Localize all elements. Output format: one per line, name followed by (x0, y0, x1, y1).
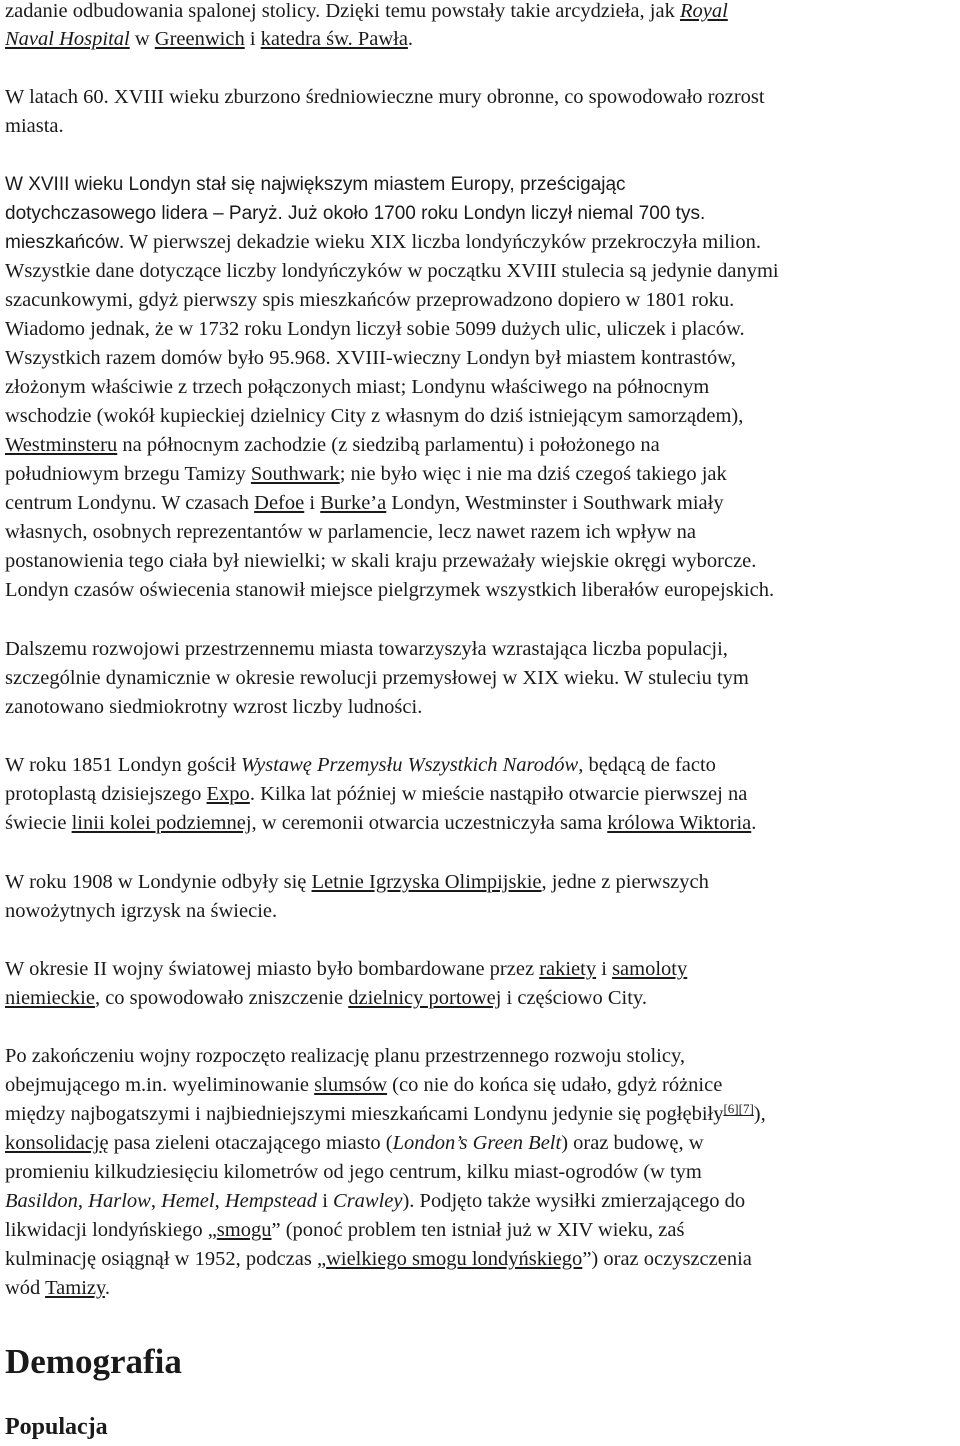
text-segment: zadanie odbudowania spalonej stolicy. Dzięki temu powstały takie arcydzieła, jak (5, 0, 680, 22)
text-segment: protoplastą dzisiejszego (5, 783, 207, 805)
text-segment: W okresie II wojny światowej miasto było bombardowane przez (5, 958, 540, 980)
text-segment: i częściowo City. (501, 987, 647, 1009)
text-segment: i (304, 492, 321, 514)
link[interactable]: smogu (216, 1219, 272, 1241)
text-segment: szczególnie dynamicznie w okresie rewolucji przemysłowej w XIX wieku. W stuleciu tym (5, 667, 749, 689)
section-heading: Demografia (5, 1342, 182, 1381)
text-segment: . Kilka lat później w mieście nastąpiło otwarcie pierwszej na (249, 783, 748, 805)
text-line (5, 315, 745, 344)
text-segment: Harlow (88, 1190, 151, 1212)
text-segment: złożonym właściwie z trzech połączonych miast; Londynu właściwego na północnym (5, 376, 710, 398)
link[interactable]: Defoe (254, 492, 305, 514)
text-line (5, 344, 736, 373)
link[interactable]: samoloty (612, 958, 688, 980)
text-segment: , jedne z pierwszych (541, 871, 709, 893)
text-segment: . (751, 812, 757, 834)
text-segment: postanowienia tego ciała był niewielki; w skali kraju przeważały wiejskie okręgi wyborcze. (5, 550, 757, 572)
text-line (5, 228, 761, 257)
text-segment: W roku 1851 Londyn gościł (5, 754, 241, 776)
text-line (5, 955, 687, 984)
text-line (5, 112, 64, 141)
text-segment: zanotowano siedmiokrotny wzrost liczby ludności. (5, 696, 423, 718)
link[interactable]: Royal (679, 0, 728, 22)
footnote-ref[interactable] (723, 1101, 753, 1116)
text-line (5, 1245, 752, 1274)
link[interactable]: dzielnicy portowej (348, 987, 502, 1009)
text-segment: ”) oraz oczyszczenia (582, 1248, 752, 1270)
text-segment: , (150, 1190, 162, 1212)
link[interactable]: wielkiego smogu londyńskiego (326, 1248, 583, 1270)
text-line (5, 402, 743, 431)
link[interactable]: niemieckie (5, 987, 95, 1009)
text-segment: Londyn, Westminster i Southwark miały (386, 492, 724, 514)
text-segment: Hempstead (224, 1190, 318, 1212)
text-line (5, 1187, 745, 1216)
text-segment: pasa zieleni otaczającego miasto ( (108, 1132, 393, 1154)
text-line (5, 1274, 110, 1303)
text-line (5, 1129, 704, 1158)
link[interactable]: Greenwich (154, 28, 245, 50)
text-segment: . (407, 28, 414, 50)
text-line (5, 518, 696, 547)
text-line (5, 809, 756, 838)
text-segment: Wszystkie dane dotyczące liczby londyńczyków w początku XVIII stulecia są jedynie danymi (5, 260, 779, 282)
link[interactable]: Southwark (250, 463, 340, 485)
link[interactable]: linii kolei podziemnej (71, 812, 252, 834)
subsection-heading: Populacja (5, 1414, 108, 1440)
text-segment: , co spowodowało zniszczenie (94, 987, 349, 1009)
text-line (5, 897, 277, 926)
text-segment: ). Podjęto także wysiłki zmierzającego do (402, 1190, 746, 1212)
text-segment: , (214, 1190, 225, 1212)
text-segment: . W pierwszej dekadzie wieku XIX liczba londyńczyków przekroczyła milion. (119, 231, 761, 253)
link[interactable]: królowa Wiktoria (607, 812, 752, 834)
text-line (5, 751, 716, 780)
text-line (5, 576, 774, 605)
text-line (5, 780, 747, 809)
link[interactable]: slumsów (314, 1074, 388, 1096)
text-segment: likwidacji londyńskiego „ (5, 1219, 217, 1241)
text-line (5, 489, 724, 518)
text-line (5, 635, 728, 664)
text-line (5, 693, 422, 722)
text-segment: i (244, 28, 261, 50)
text-line (5, 170, 626, 199)
text-line (5, 1158, 702, 1187)
text-segment: . Już około 1700 roku Londyn liczył niemal 700 tys. (277, 203, 706, 224)
text-segment: Hemel (161, 1190, 215, 1212)
text-line (5, 0, 728, 26)
text-line (5, 373, 709, 402)
link[interactable]: rakiety (539, 958, 597, 980)
link[interactable]: Tamizy (45, 1277, 105, 1299)
text-segment: i (317, 1190, 334, 1212)
link[interactable]: Letnie Igrzyska Olimpijskie (311, 871, 542, 893)
text-segment: południowym brzegu Tamizy (5, 463, 251, 485)
text-segment: nowożytnych igrzysk na świecie. (5, 900, 278, 922)
text-segment: świecie (5, 812, 72, 834)
text-segment: między najbogatszymi i najbiedniejszymi mieszkańcami Londynu jedynie się pogłębiły (5, 1103, 724, 1125)
text-segment: ; nie było więc i nie ma dziś czegoś takiego jak (339, 463, 727, 485)
text-segment: ), (753, 1103, 766, 1125)
text-segment: na północnym zachodzie (z siedzibą parlamentu) i położonego na (117, 434, 660, 456)
text-segment: London’s Green Belt (392, 1132, 562, 1154)
text-line (5, 1042, 685, 1071)
text-segment: , w ceremonii otwarcia uczestniczyła sama (251, 812, 608, 834)
text-segment: W XVIII wieku Londyn stał się największym miastem Europy, prześcigając (5, 174, 626, 195)
text-segment: W roku 1908 w Londynie odbyły się (5, 871, 312, 893)
text-segment: i (596, 958, 613, 980)
text-line (5, 1216, 684, 1245)
text-segment: wschodzie (wokół kupieckiej dzielnicy City z własnym do dziś istniejącym samorządem), (5, 405, 744, 427)
link[interactable]: Burke’a (320, 492, 387, 514)
text-line (5, 83, 765, 112)
text-segment: W latach 60. XVIII wieku zburzono średniowieczne mury obronne, co spowodowało rozrost (5, 86, 765, 108)
text-line (5, 257, 779, 286)
text-line (5, 984, 647, 1013)
text-segment: własnych, osobnych reprezentantów w parlamencie, lecz nawet razem ich wpływ na (5, 521, 697, 543)
text-line (5, 1071, 722, 1100)
text-segment: kulminację osiągnął w 1952, podczas „ (5, 1248, 327, 1270)
text-segment: Po zakończeniu wojny rozpoczęto realizację planu przestrzennego rozwoju stolicy, (5, 1045, 686, 1067)
text-line (5, 664, 749, 693)
text-segment: Wszystkich razem domów było 95.968. XVIII-wieczny Londyn był miastem kontrastów, (5, 347, 736, 369)
link[interactable]: Naval Hospital (5, 28, 130, 50)
link[interactable]: Westminsteru (5, 434, 118, 456)
text-segment: Londyn czasów oświecenia stanowił miejsce pielgrzymek wszystkich liberałów europejskich. (5, 579, 775, 601)
link[interactable]: konsolidację (5, 1132, 109, 1154)
text-segment: Dalszemu rozwojowi przestrzennemu miasta towarzyszyła wzrastająca liczba populacji, (5, 638, 728, 660)
text-segment: ” (ponoć problem ten istniał już w XIV wieku, zaś (271, 1219, 685, 1241)
text-segment: szacunkowymi, gdyż pierwszy spis mieszkańców przeprowadzono dopiero w 1801 roku. (5, 289, 735, 311)
text-line (5, 286, 734, 315)
link[interactable]: katedra św. Pawła (260, 28, 408, 50)
link[interactable]: Expo (206, 783, 250, 805)
text-segment: promieniu kilkudziesięciu kilometrów od jego centrum, kilku miast-ogrodów (w tym (5, 1161, 702, 1183)
text-line (5, 25, 413, 54)
text-segment: w (129, 28, 155, 50)
text-line (5, 547, 756, 576)
text-segment: dotychczasowego lidera – Paryż (5, 203, 278, 224)
text-segment: Basildon (5, 1190, 78, 1212)
text-line (5, 199, 705, 228)
text-segment: obejmującego m.in. wyeliminowanie (5, 1074, 315, 1096)
text-segment: Wiadomo jednak, że w 1732 roku Londyn liczył sobie 5099 dużych ulic, uliczek i placów. (5, 318, 745, 340)
text-segment: , (77, 1190, 89, 1212)
text-segment: ) oraz budowę, w (561, 1132, 704, 1154)
text-line (5, 868, 709, 897)
text-segment: (co nie do końca się udało, gdyż różnice (387, 1074, 723, 1096)
text-segment: miasta. (5, 115, 64, 137)
text-line (5, 431, 660, 460)
text-segment: , będącą de facto (578, 754, 716, 776)
text-segment: wód (5, 1277, 46, 1299)
text-line (5, 460, 727, 489)
text-segment: Crawley (333, 1190, 403, 1212)
text-segment: mieszkańców (5, 232, 120, 253)
text-line (5, 1100, 766, 1129)
text-segment: Wystawę Przemysłu Wszystkich Narodów (240, 754, 579, 776)
link[interactable]: [6][7] (723, 1101, 754, 1116)
text-segment: . (104, 1277, 111, 1299)
text-segment: centrum Londynu. W czasach (5, 492, 255, 514)
